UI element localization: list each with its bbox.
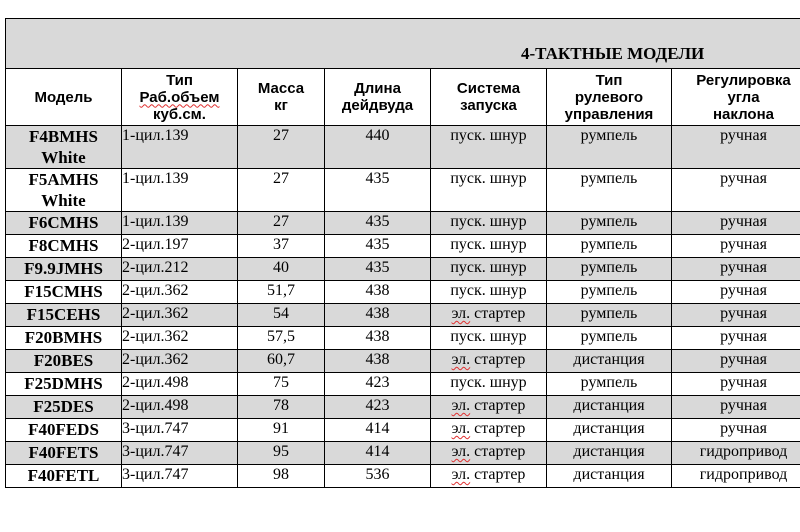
steering-cell: дистанция bbox=[547, 442, 672, 465]
header-displacement bbox=[122, 69, 238, 126]
table-row bbox=[6, 350, 800, 373]
tilt-cell: ручная bbox=[672, 373, 800, 396]
table-row bbox=[6, 442, 800, 465]
shaft-length-cell: 536 bbox=[325, 465, 431, 488]
model-line: F20BMHS bbox=[24, 328, 103, 347]
header-mass bbox=[238, 69, 325, 126]
table-row bbox=[6, 281, 800, 304]
mass-cell: 37 bbox=[238, 235, 325, 258]
shaft-length-cell: 438 bbox=[325, 304, 431, 327]
type-cell: 3-цил.747 bbox=[122, 442, 238, 465]
tilt-cell: гидропривод bbox=[672, 465, 800, 488]
mass-cell: 51,7 bbox=[238, 281, 325, 304]
model-cell bbox=[6, 327, 122, 350]
model-cell bbox=[6, 419, 122, 442]
start-system-cell: пуск. шнур bbox=[431, 212, 547, 235]
model-line: F8CMHS bbox=[28, 236, 99, 255]
tilt-cell: ручная bbox=[672, 169, 800, 212]
header-steering-type bbox=[547, 69, 672, 126]
shaft-length-cell: 435 bbox=[325, 235, 431, 258]
model-cell bbox=[6, 258, 122, 281]
mass-cell: 95 bbox=[238, 442, 325, 465]
tilt-cell: ручная bbox=[672, 235, 800, 258]
steering-cell: румпель bbox=[547, 258, 672, 281]
start-system-cell: пуск. шнур bbox=[431, 235, 547, 258]
steering-cell: дистанция bbox=[547, 350, 672, 373]
shaft-length-cell: 414 bbox=[325, 419, 431, 442]
start-system-cell: пуск. шнур bbox=[431, 258, 547, 281]
engine-spec-table bbox=[5, 18, 800, 488]
model-cell bbox=[6, 281, 122, 304]
steering-cell: румпель bbox=[547, 327, 672, 350]
table-row bbox=[6, 373, 800, 396]
mass-cell: 78 bbox=[238, 396, 325, 419]
steering-cell: румпель bbox=[547, 235, 672, 258]
header-line: запуска bbox=[460, 97, 517, 114]
mass-cell: 98 bbox=[238, 465, 325, 488]
header-line: рулевого bbox=[574, 88, 644, 106]
start-system-cell: пуск. шнур bbox=[431, 281, 547, 304]
header-start-system bbox=[431, 69, 547, 126]
model-line: White bbox=[41, 191, 86, 210]
header-line: наклона bbox=[713, 105, 774, 123]
model-line: F4BMHS bbox=[29, 127, 98, 146]
model-line: F40FETL bbox=[27, 466, 100, 485]
start-system-cell: эл. стартер bbox=[431, 465, 547, 488]
header-line: Раб.объем bbox=[139, 88, 220, 106]
table-title: 4-ТАКТНЫЕ МОДЕЛИ bbox=[6, 19, 800, 69]
shaft-length-cell: 438 bbox=[325, 350, 431, 373]
steering-cell: румпель bbox=[547, 126, 672, 169]
header-line: Регулировка bbox=[696, 71, 791, 89]
type-cell: 2-цил.498 bbox=[122, 373, 238, 396]
type-cell: 1-цил.139 bbox=[122, 169, 238, 212]
type-cell: 2-цил.498 bbox=[122, 396, 238, 419]
header-row bbox=[6, 69, 800, 126]
mass-cell: 60,7 bbox=[238, 350, 325, 373]
type-cell: 2-цил.362 bbox=[122, 304, 238, 327]
model-cell bbox=[6, 350, 122, 373]
tilt-cell: ручная bbox=[672, 212, 800, 235]
header-line: Тип bbox=[595, 71, 623, 89]
table-row bbox=[6, 235, 800, 258]
model-line: F15CMHS bbox=[24, 282, 103, 301]
mass-cell: 27 bbox=[238, 169, 325, 212]
type-cell: 1-цил.139 bbox=[122, 126, 238, 169]
table-row bbox=[6, 396, 800, 419]
tilt-cell: ручная bbox=[672, 396, 800, 419]
table-row bbox=[6, 212, 800, 235]
model-cell bbox=[6, 169, 122, 212]
shaft-length-cell: 438 bbox=[325, 281, 431, 304]
table-row bbox=[6, 465, 800, 488]
mass-cell: 27 bbox=[238, 126, 325, 169]
steering-cell: дистанция bbox=[547, 465, 672, 488]
shaft-length-cell: 423 bbox=[325, 373, 431, 396]
tilt-cell: ручная bbox=[672, 281, 800, 304]
header-line: Модель bbox=[34, 88, 93, 106]
header-line: управления bbox=[564, 105, 654, 123]
model-line: F40FEDS bbox=[28, 420, 99, 439]
start-system-cell: пуск. шнур bbox=[431, 327, 547, 350]
header-model bbox=[6, 69, 122, 126]
header-line: Тип bbox=[166, 71, 193, 89]
type-cell: 2-цил.362 bbox=[122, 281, 238, 304]
tilt-cell: гидропривод bbox=[672, 442, 800, 465]
type-cell: 2-цил.212 bbox=[122, 258, 238, 281]
header-line: Система bbox=[456, 80, 521, 97]
model-line: F25DMHS bbox=[24, 374, 103, 393]
steering-cell: дистанция bbox=[547, 419, 672, 442]
shaft-length-cell: 438 bbox=[325, 327, 431, 350]
mass-cell: 57,5 bbox=[238, 327, 325, 350]
steering-cell: румпель bbox=[547, 212, 672, 235]
type-cell: 2-цил.197 bbox=[122, 235, 238, 258]
mass-cell: 54 bbox=[238, 304, 325, 327]
model-cell bbox=[6, 235, 122, 258]
start-system-cell: пуск. шнур bbox=[431, 169, 547, 212]
table-row bbox=[6, 304, 800, 327]
header-line: Длина bbox=[354, 80, 401, 97]
type-cell: 2-цил.362 bbox=[122, 350, 238, 373]
table-row bbox=[6, 327, 800, 350]
model-line: White bbox=[41, 148, 86, 167]
start-system-cell: эл. стартер bbox=[431, 396, 547, 419]
header-shaft-length bbox=[325, 69, 431, 126]
steering-cell: дистанция bbox=[547, 396, 672, 419]
start-system-cell: пуск. шнур bbox=[431, 373, 547, 396]
shaft-length-cell: 423 bbox=[325, 396, 431, 419]
model-cell bbox=[6, 442, 122, 465]
header-tilt-adjust bbox=[672, 69, 800, 126]
mass-cell: 75 bbox=[238, 373, 325, 396]
mass-cell: 40 bbox=[238, 258, 325, 281]
start-system-cell: эл. стартер bbox=[431, 350, 547, 373]
mass-cell: 27 bbox=[238, 212, 325, 235]
shaft-length-cell: 435 bbox=[325, 258, 431, 281]
start-system-cell: эл. стартер bbox=[431, 442, 547, 465]
steering-cell: румпель bbox=[547, 169, 672, 212]
model-line: F25DES bbox=[33, 397, 94, 416]
start-system-cell: эл. стартер bbox=[431, 304, 547, 327]
model-line: F20BES bbox=[33, 351, 94, 370]
model-cell bbox=[6, 212, 122, 235]
header-line: Масса bbox=[257, 80, 305, 97]
tilt-cell: ручная bbox=[672, 126, 800, 169]
model-line: F9.9JMHS bbox=[24, 259, 103, 278]
model-line: F15CEHS bbox=[26, 305, 101, 324]
model-line: F5AMHS bbox=[28, 170, 99, 189]
tilt-cell: ручная bbox=[672, 304, 800, 327]
start-system-cell: эл. стартер bbox=[431, 419, 547, 442]
table-row bbox=[6, 419, 800, 442]
tilt-cell: ручная bbox=[672, 327, 800, 350]
model-cell bbox=[6, 373, 122, 396]
mass-cell: 91 bbox=[238, 419, 325, 442]
model-cell bbox=[6, 396, 122, 419]
shaft-length-cell: 435 bbox=[325, 169, 431, 212]
model-cell bbox=[6, 465, 122, 488]
model-line: F40FETS bbox=[28, 443, 99, 462]
type-cell: 1-цил.139 bbox=[122, 212, 238, 235]
table-row bbox=[6, 169, 800, 212]
type-cell: 3-цил.747 bbox=[122, 465, 238, 488]
start-system-cell: пуск. шнур bbox=[431, 126, 547, 169]
shaft-length-cell: 440 bbox=[325, 126, 431, 169]
table-row bbox=[6, 258, 800, 281]
steering-cell: румпель bbox=[547, 304, 672, 327]
title-band-row bbox=[6, 19, 800, 69]
tilt-cell: ручная bbox=[672, 350, 800, 373]
tilt-cell: ручная bbox=[672, 419, 800, 442]
tilt-cell: ручная bbox=[672, 258, 800, 281]
steering-cell: румпель bbox=[547, 373, 672, 396]
header-line: кг bbox=[274, 97, 288, 114]
header-line: дейдвуда bbox=[341, 97, 414, 114]
model-cell bbox=[6, 126, 122, 169]
type-cell: 2-цил.362 bbox=[122, 327, 238, 350]
header-line: куб.см. bbox=[153, 105, 206, 123]
shaft-length-cell: 435 bbox=[325, 212, 431, 235]
shaft-length-cell: 414 bbox=[325, 442, 431, 465]
table-body bbox=[6, 19, 800, 488]
header-line: угла bbox=[727, 88, 760, 106]
model-cell bbox=[6, 304, 122, 327]
model-line: F6CMHS bbox=[28, 213, 99, 232]
table-row bbox=[6, 126, 800, 169]
type-cell: 3-цил.747 bbox=[122, 419, 238, 442]
steering-cell: румпель bbox=[547, 281, 672, 304]
